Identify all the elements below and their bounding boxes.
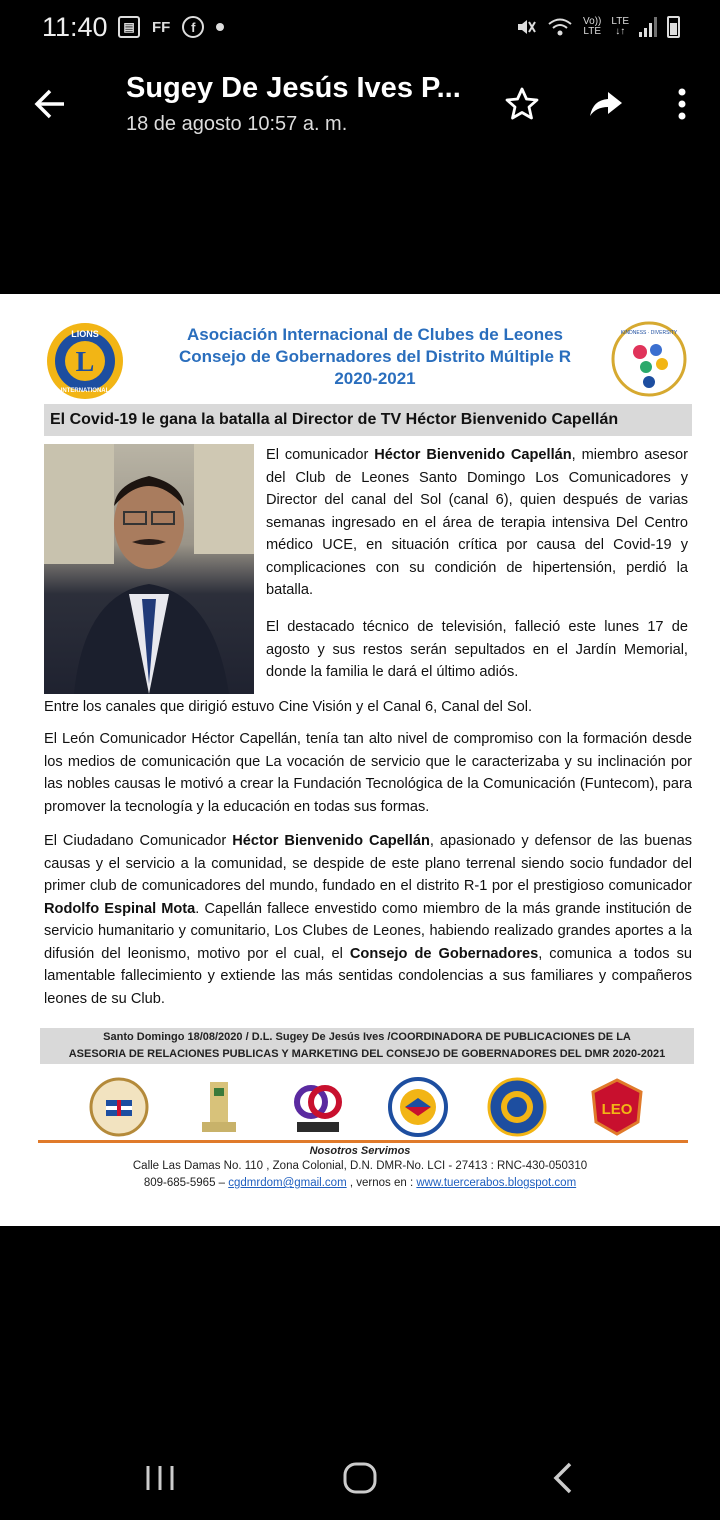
volte-indicator: Vo)) LTE [583,16,602,37]
svg-text:KINDNESS · DIVERSITY: KINDNESS · DIVERSITY [620,330,678,336]
notification-icons [118,16,224,38]
arrow-left-icon[interactable] [30,84,70,124]
more-notifications-dot-icon [216,23,224,31]
recents-icon[interactable] [140,1458,180,1498]
message-date: 18 de agosto 10:57 a. m. [126,113,348,135]
leo-club-badge-icon [586,1076,648,1138]
chevron-left-icon[interactable] [544,1458,584,1498]
contact-line: 809-685-5965 – cgdmrdom@gmail.com , vernos en : www.tuercerabos.blogspot.com [143,1177,577,1189]
paragraph-1: El comunicador Héctor Bienvenido Capellán, miembro asesor del Club de Leones Santo Domingo Los Comunicadores y Director del canal del Sol (canal 6), quien después de varias semanas ingresado en el área de terapia intensiva Del Centro médico UCE, en situación crítica por causa del Covid-19 y complicaciones con su condición de hipertensión, perdió la batalla. [266,447,689,598]
address: Calle Las Damas No. 110 , Zona Colonial, D.N. DMR-No. LCI - 27413 : RNC-430-050310 [132,1160,588,1172]
credits-bar: Santo Domingo 18/08/2020 / D.L. Sugey De Jesús Ives /COORDINADORA DE PUBLICACIONES DE LA ASESORIA DE RELACIONES PUBLICAS Y MARKETING DEL CONSEJO DE GOBERNADORES DEL DMR 2020-2021 [40,1028,694,1064]
website-link[interactable]: www.tuercerabos.blogspot.com [416,1177,577,1189]
system-icons [515,16,680,38]
battery-icon [667,16,680,38]
signal-icon [639,17,657,37]
status-time: 11:40 [42,12,108,42]
navigation-bar [0,1436,720,1520]
paragraph-3: Entre los canales que dirigió estuvo Cine Visión y el Canal 6, Canal del Sol. [44,699,533,715]
star-icon[interactable] [502,84,542,124]
svg-text:LIONS: LIONS [71,329,99,339]
paragraph-2: El destacado técnico de televisión, falleció este lunes 17 de agosto y sus restos serán sepultados en el Jardín Memorial, donde la familia le dará el último adiós. [266,619,688,680]
motto: Nosotros Servimos [309,1145,411,1157]
club-badge-1-icon [88,1076,150,1138]
divider-line [38,1140,688,1143]
share-icon[interactable] [586,84,626,124]
svg-text:INTERNATIONAL: INTERNATIONAL [60,388,110,394]
home-icon[interactable] [340,1458,380,1498]
attached-image[interactable] [0,294,720,1226]
status-bar [0,0,720,56]
headline: El Covid-19 le gana la batalla al Director de TV Héctor Bienvenido Capellán [44,404,692,436]
document-header [40,316,688,398]
app-bar [0,56,720,156]
portrait-photo [44,444,254,694]
calendar-icon: ▤ [118,16,140,38]
kindness-diversity-logo [610,320,688,398]
svg-text:L: L [75,347,95,378]
mute-icon [515,16,537,38]
paragraph-4: El León Comunicador Héctor Capellán, tenía tan alto nivel de compromiso con la formación desde los medios de comunicación que La vocación de servicio que le caracterizaba y su inclinación por las nobles causas le motivó a crear la Fundación Tecnológica de la Comunicación (Funtecom), para promover la tecnología y la educación en todas sus formas. [44,731,692,815]
club-badges [88,1072,648,1142]
club-badge-5-icon [486,1076,548,1138]
club-badge-2-icon [188,1076,250,1138]
lions-international-logo [40,320,130,402]
email-link[interactable]: cgdmrdom@gmail.com [228,1177,347,1189]
more-vertical-icon[interactable] [662,84,702,124]
sender-name: Sugey De Jesús Ives P... [126,72,461,104]
organization-title: Asociación Internacional de Clubes de Leones Consejo de Gobernadores del Distrito Múltiple R 2020-2021 [179,325,571,388]
club-badge-4-icon [387,1076,449,1138]
paragraph-5: El Ciudadano Comunicador Héctor Bienvenido Capellán, apasionado y defensor de las buenas causas y el servicio a la comunidad, se despide de este plano terrenal siendo socio fundador del primer club de comunicadores del mundo, fundado en el distrito R-1 por el prestigioso comunicador Rodolfo Espinal Mota. Capellán fallece envestido como miembro de la más grande institución de servicio humanitario y comunitario, Los Clubes de Leones, habiendo realizado grandes aportes a la difusión del leonismo, motivo por el cual, el Consejo de Gobernadores, comunica a todos su lamentable fallecimiento y extiende las más sentidas condolencias a sus familiares y compañeros leones de su Club. [44,833,692,1007]
wifi-icon [547,16,573,38]
facebook-icon: f [182,16,204,38]
lte-indicator: LTE ↓↑ [611,16,629,37]
ff-icon: FF [152,18,171,36]
club-badge-3-icon [287,1076,349,1138]
svg-text:LEO: LEO [601,1101,633,1118]
